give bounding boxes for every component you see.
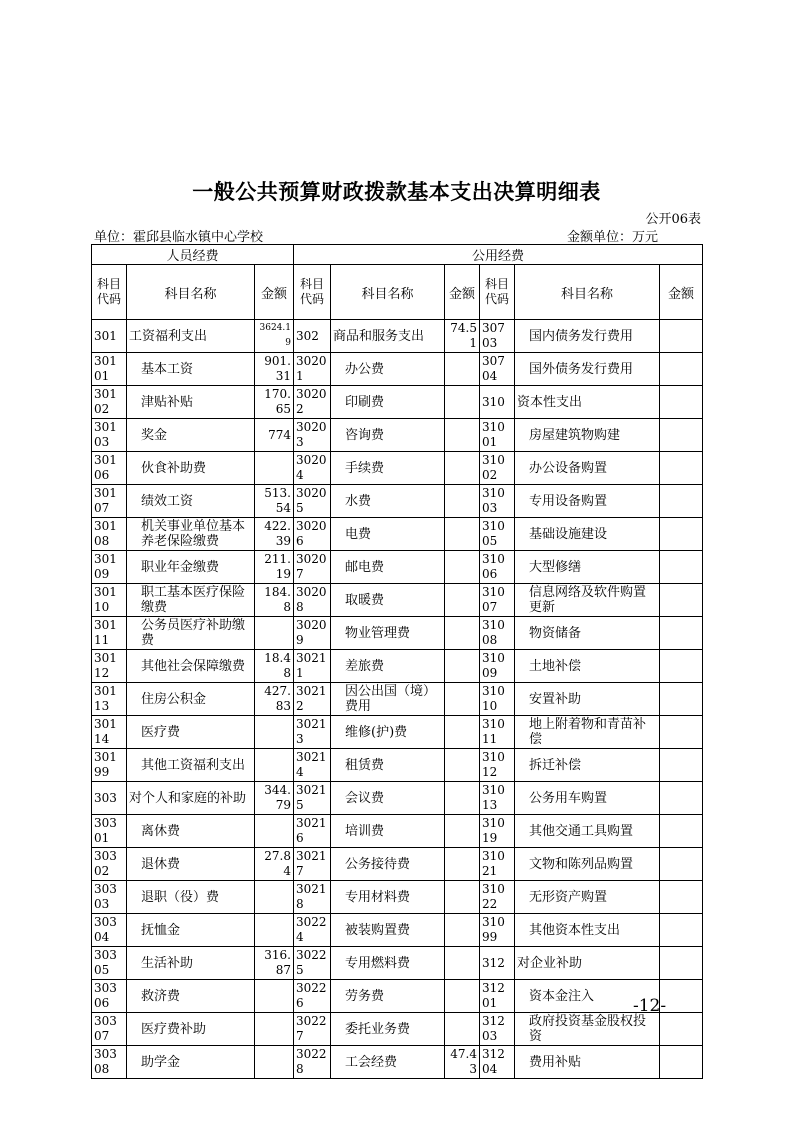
personnel-amount-cell: 427.83 bbox=[255, 683, 294, 716]
public-amount-cell bbox=[445, 749, 480, 782]
personnel-code-cell: 30102 bbox=[92, 386, 127, 419]
public-amount-cell bbox=[445, 914, 480, 947]
capital-code-cell: 31001 bbox=[480, 419, 515, 452]
capital-amount-cell bbox=[660, 1046, 703, 1079]
personnel-code-cell: 30108 bbox=[92, 518, 127, 551]
capital-name-cell: 对企业补助 bbox=[515, 947, 660, 980]
public-code-cell: 30227 bbox=[294, 1013, 331, 1046]
personnel-code-cell: 30301 bbox=[92, 815, 127, 848]
public-name-cell: 公务接待费 bbox=[331, 848, 445, 881]
capital-code-cell: 30703 bbox=[480, 320, 515, 353]
personnel-name-cell: 其他社会保障缴费 bbox=[127, 650, 255, 683]
public-code-cell: 30204 bbox=[294, 452, 331, 485]
personnel-code-cell: 30307 bbox=[92, 1013, 127, 1046]
personnel-code-cell: 30110 bbox=[92, 584, 127, 617]
personnel-name-cell: 医疗费补助 bbox=[127, 1013, 255, 1046]
public-code-cell: 30228 bbox=[294, 1046, 331, 1079]
table-row bbox=[92, 320, 703, 353]
personnel-name-cell: 机关事业单位基本养老保险缴费 bbox=[127, 518, 255, 551]
table-row bbox=[92, 947, 703, 980]
capital-amount-cell bbox=[660, 353, 703, 386]
personnel-name-cell: 医疗费 bbox=[127, 716, 255, 749]
column-header-amount: 金额 bbox=[660, 265, 703, 320]
public-amount-cell bbox=[445, 650, 480, 683]
capital-amount-cell bbox=[660, 881, 703, 914]
personnel-name-cell: 绩效工资 bbox=[127, 485, 255, 518]
public-code-cell: 30208 bbox=[294, 584, 331, 617]
public-amount-cell bbox=[445, 980, 480, 1013]
personnel-name-cell: 职业年金缴费 bbox=[127, 551, 255, 584]
personnel-name-cell: 救济费 bbox=[127, 980, 255, 1013]
capital-name-cell: 土地补偿 bbox=[515, 650, 660, 683]
table-row bbox=[92, 650, 703, 683]
public-name-cell: 委托业务费 bbox=[331, 1013, 445, 1046]
capital-code-cell: 31005 bbox=[480, 518, 515, 551]
personnel-code-cell: 301 bbox=[92, 320, 127, 353]
public-code-cell: 30226 bbox=[294, 980, 331, 1013]
personnel-name-cell: 助学金 bbox=[127, 1046, 255, 1079]
public-code-cell: 30214 bbox=[294, 749, 331, 782]
column-header-name: 科目名称 bbox=[331, 265, 445, 320]
personnel-name-cell: 抚恤金 bbox=[127, 914, 255, 947]
public-amount-cell bbox=[445, 617, 480, 650]
capital-amount-cell bbox=[660, 584, 703, 617]
public-amount-cell bbox=[445, 551, 480, 584]
capital-name-cell: 地上附着物和青苗补偿 bbox=[515, 716, 660, 749]
personnel-code-cell: 30103 bbox=[92, 419, 127, 452]
table-row bbox=[92, 980, 703, 1013]
personnel-name-cell: 职工基本医疗保险缴费 bbox=[127, 584, 255, 617]
table-row bbox=[92, 881, 703, 914]
capital-amount-cell bbox=[660, 1013, 703, 1046]
capital-amount-cell bbox=[660, 848, 703, 881]
personnel-code-cell: 30114 bbox=[92, 716, 127, 749]
personnel-name-cell: 伙食补助费 bbox=[127, 452, 255, 485]
capital-code-cell: 31003 bbox=[480, 485, 515, 518]
table-row bbox=[92, 386, 703, 419]
table-row bbox=[92, 584, 703, 617]
capital-code-cell: 31002 bbox=[480, 452, 515, 485]
table-row bbox=[92, 782, 703, 815]
capital-code-cell: 31007 bbox=[480, 584, 515, 617]
table-row bbox=[92, 551, 703, 584]
public-amount-cell bbox=[445, 716, 480, 749]
public-amount-cell bbox=[445, 584, 480, 617]
public-name-cell: 会议费 bbox=[331, 782, 445, 815]
capital-amount-cell bbox=[660, 617, 703, 650]
personnel-amount-cell: 344.79 bbox=[255, 782, 294, 815]
personnel-code-cell: 30101 bbox=[92, 353, 127, 386]
column-header-amount: 金额 bbox=[255, 265, 294, 320]
public-name-cell: 专用燃料费 bbox=[331, 947, 445, 980]
personnel-amount-cell: 211.19 bbox=[255, 551, 294, 584]
column-header-code: 科目代码 bbox=[480, 265, 515, 320]
capital-name-cell: 政府投资基金股权投资 bbox=[515, 1013, 660, 1046]
personnel-name-cell: 退休费 bbox=[127, 848, 255, 881]
capital-amount-cell bbox=[660, 485, 703, 518]
public-amount-cell bbox=[445, 419, 480, 452]
public-code-cell: 30211 bbox=[294, 650, 331, 683]
personnel-amount-cell: 422.39 bbox=[255, 518, 294, 551]
page-title: 一般公共预算财政拨款基本支出决算明细表 bbox=[192, 180, 601, 204]
table-row bbox=[92, 848, 703, 881]
personnel-amount-cell bbox=[255, 749, 294, 782]
public-code-cell: 302 bbox=[294, 320, 331, 353]
public-amount-cell bbox=[445, 518, 480, 551]
public-name-cell: 工会经费 bbox=[331, 1046, 445, 1079]
public-amount-cell bbox=[445, 485, 480, 518]
capital-amount-cell bbox=[660, 815, 703, 848]
personnel-name-cell: 基本工资 bbox=[127, 353, 255, 386]
column-header-amount: 金额 bbox=[445, 265, 480, 320]
personnel-code-cell: 30112 bbox=[92, 650, 127, 683]
capital-amount-cell bbox=[660, 551, 703, 584]
capital-code-cell: 31008 bbox=[480, 617, 515, 650]
public-name-cell: 邮电费 bbox=[331, 551, 445, 584]
table-row bbox=[92, 1013, 703, 1046]
page-bottom-edge bbox=[0, 1106, 793, 1122]
public-code-cell: 30218 bbox=[294, 881, 331, 914]
capital-amount-cell bbox=[660, 518, 703, 551]
personnel-amount-cell: 184.8 bbox=[255, 584, 294, 617]
public-name-cell: 印刷费 bbox=[331, 386, 445, 419]
personnel-amount-cell: 3624.19 bbox=[255, 320, 294, 353]
personnel-amount-cell: 316.87 bbox=[255, 947, 294, 980]
public-code-cell: 30201 bbox=[294, 353, 331, 386]
capital-name-cell: 信息网络及软件购置更新 bbox=[515, 584, 660, 617]
capital-name-cell: 物资储备 bbox=[515, 617, 660, 650]
capital-amount-cell bbox=[660, 683, 703, 716]
table-row bbox=[92, 914, 703, 947]
public-name-cell: 取暖费 bbox=[331, 584, 445, 617]
public-name-cell: 维修(护)费 bbox=[331, 716, 445, 749]
table-row bbox=[92, 683, 703, 716]
public-code-cell: 30206 bbox=[294, 518, 331, 551]
capital-name-cell: 大型修缮 bbox=[515, 551, 660, 584]
public-amount-cell bbox=[445, 848, 480, 881]
personnel-code-cell: 30308 bbox=[92, 1046, 127, 1079]
public-name-cell: 电费 bbox=[331, 518, 445, 551]
public-name-cell: 差旅费 bbox=[331, 650, 445, 683]
public-name-cell: 物业管理费 bbox=[331, 617, 445, 650]
capital-name-cell: 拆迁补偿 bbox=[515, 749, 660, 782]
table-row bbox=[92, 485, 703, 518]
personnel-amount-cell: 27.84 bbox=[255, 848, 294, 881]
public-name-cell: 水费 bbox=[331, 485, 445, 518]
capital-code-cell: 31006 bbox=[480, 551, 515, 584]
group-header-personnel: 人员经费 bbox=[92, 245, 294, 265]
capital-name-cell: 公务用车购置 bbox=[515, 782, 660, 815]
capital-code-cell: 31011 bbox=[480, 716, 515, 749]
capital-name-cell: 办公设备购置 bbox=[515, 452, 660, 485]
public-name-cell: 专用材料费 bbox=[331, 881, 445, 914]
public-code-cell: 30216 bbox=[294, 815, 331, 848]
public-name-cell: 办公费 bbox=[331, 353, 445, 386]
capital-amount-cell bbox=[660, 386, 703, 419]
column-header-code: 科目代码 bbox=[92, 265, 127, 320]
personnel-amount-cell: 18.48 bbox=[255, 650, 294, 683]
capital-amount-cell bbox=[660, 650, 703, 683]
capital-code-cell: 30704 bbox=[480, 353, 515, 386]
table-row bbox=[92, 749, 703, 782]
capital-code-cell: 31099 bbox=[480, 914, 515, 947]
expenditure-table bbox=[91, 244, 703, 1079]
public-amount-cell bbox=[445, 881, 480, 914]
public-name-cell: 培训费 bbox=[331, 815, 445, 848]
capital-name-cell: 国内债务发行费用 bbox=[515, 320, 660, 353]
personnel-code-cell: 30304 bbox=[92, 914, 127, 947]
personnel-name-cell: 工资福利支出 bbox=[127, 320, 255, 353]
personnel-code-cell: 30303 bbox=[92, 881, 127, 914]
table-row bbox=[92, 518, 703, 551]
personnel-amount-cell bbox=[255, 716, 294, 749]
capital-code-cell: 31010 bbox=[480, 683, 515, 716]
capital-name-cell: 国外债务发行费用 bbox=[515, 353, 660, 386]
personnel-code-cell: 30107 bbox=[92, 485, 127, 518]
personnel-code-cell: 30111 bbox=[92, 617, 127, 650]
table-row bbox=[92, 1046, 703, 1079]
public-amount-cell bbox=[445, 1013, 480, 1046]
capital-amount-cell bbox=[660, 716, 703, 749]
personnel-code-cell: 30199 bbox=[92, 749, 127, 782]
capital-name-cell: 无形资产购置 bbox=[515, 881, 660, 914]
table-row bbox=[92, 419, 703, 452]
capital-amount-cell bbox=[660, 914, 703, 947]
capital-name-cell: 基础设施建设 bbox=[515, 518, 660, 551]
capital-amount-cell bbox=[660, 452, 703, 485]
capital-code-cell: 312 bbox=[480, 947, 515, 980]
table-row bbox=[92, 353, 703, 386]
personnel-name-cell: 住房公积金 bbox=[127, 683, 255, 716]
personnel-name-cell: 退职（役）费 bbox=[127, 881, 255, 914]
capital-code-cell: 31203 bbox=[480, 1013, 515, 1046]
capital-name-cell: 文物和陈列品购置 bbox=[515, 848, 660, 881]
public-code-cell: 30212 bbox=[294, 683, 331, 716]
public-code-cell: 30217 bbox=[294, 848, 331, 881]
table-row bbox=[92, 617, 703, 650]
personnel-amount-cell bbox=[255, 1013, 294, 1046]
table-row bbox=[92, 452, 703, 485]
capital-code-cell: 31019 bbox=[480, 815, 515, 848]
capital-amount-cell bbox=[660, 947, 703, 980]
capital-name-cell: 资本金注入 bbox=[515, 980, 660, 1013]
personnel-amount-cell: 170.65 bbox=[255, 386, 294, 419]
capital-code-cell: 31013 bbox=[480, 782, 515, 815]
public-amount-cell bbox=[445, 452, 480, 485]
public-code-cell: 30209 bbox=[294, 617, 331, 650]
public-name-cell: 商品和服务支出 bbox=[331, 320, 445, 353]
public-code-cell: 30202 bbox=[294, 386, 331, 419]
group-header-public: 公用经费 bbox=[294, 245, 703, 265]
public-name-cell: 被装购置费 bbox=[331, 914, 445, 947]
capital-code-cell: 310 bbox=[480, 386, 515, 419]
capital-name-cell: 安置补助 bbox=[515, 683, 660, 716]
public-name-cell: 咨询费 bbox=[331, 419, 445, 452]
public-amount-cell bbox=[445, 353, 480, 386]
public-name-cell: 租赁费 bbox=[331, 749, 445, 782]
personnel-code-cell: 30106 bbox=[92, 452, 127, 485]
public-code-cell: 30213 bbox=[294, 716, 331, 749]
public-name-cell: 因公出国（境）费用 bbox=[331, 683, 445, 716]
personnel-name-cell: 其他工资福利支出 bbox=[127, 749, 255, 782]
personnel-code-cell: 303 bbox=[92, 782, 127, 815]
public-amount-cell bbox=[445, 947, 480, 980]
capital-code-cell: 31201 bbox=[480, 980, 515, 1013]
public-code-cell: 30203 bbox=[294, 419, 331, 452]
public-amount-cell bbox=[445, 683, 480, 716]
personnel-amount-cell: 513.54 bbox=[255, 485, 294, 518]
public-name-cell: 手续费 bbox=[331, 452, 445, 485]
personnel-amount-cell bbox=[255, 452, 294, 485]
personnel-amount-cell bbox=[255, 1046, 294, 1079]
personnel-amount-cell: 901.31 bbox=[255, 353, 294, 386]
public-amount-cell bbox=[445, 782, 480, 815]
capital-name-cell: 其他资本性支出 bbox=[515, 914, 660, 947]
personnel-code-cell: 30113 bbox=[92, 683, 127, 716]
personnel-code-cell: 30302 bbox=[92, 848, 127, 881]
public-code-cell: 30224 bbox=[294, 914, 331, 947]
unit-label: 单位：霍邱县临水镇中心学校 bbox=[94, 230, 264, 245]
public-amount-cell: 47.43 bbox=[445, 1046, 480, 1079]
personnel-name-cell: 奖金 bbox=[127, 419, 255, 452]
public-amount-cell bbox=[445, 815, 480, 848]
public-code-cell: 30205 bbox=[294, 485, 331, 518]
capital-name-cell: 其他交通工具购置 bbox=[515, 815, 660, 848]
personnel-code-cell: 30109 bbox=[92, 551, 127, 584]
personnel-name-cell: 离休费 bbox=[127, 815, 255, 848]
personnel-amount-cell bbox=[255, 617, 294, 650]
personnel-amount-cell bbox=[255, 815, 294, 848]
form-number: 公开06表 bbox=[645, 212, 701, 227]
column-header-name: 科目名称 bbox=[127, 265, 255, 320]
personnel-amount-cell bbox=[255, 881, 294, 914]
personnel-name-cell: 津贴补贴 bbox=[127, 386, 255, 419]
capital-name-cell: 资本性支出 bbox=[515, 386, 660, 419]
capital-amount-cell bbox=[660, 782, 703, 815]
personnel-name-cell: 公务员医疗补助缴费 bbox=[127, 617, 255, 650]
capital-code-cell: 31021 bbox=[480, 848, 515, 881]
column-header-code: 科目代码 bbox=[294, 265, 331, 320]
capital-name-cell: 专用设备购置 bbox=[515, 485, 660, 518]
table-row bbox=[92, 815, 703, 848]
public-code-cell: 30225 bbox=[294, 947, 331, 980]
capital-code-cell: 31204 bbox=[480, 1046, 515, 1079]
public-code-cell: 30215 bbox=[294, 782, 331, 815]
public-code-cell: 30207 bbox=[294, 551, 331, 584]
page-number: -12- bbox=[633, 996, 667, 1016]
capital-code-cell: 31022 bbox=[480, 881, 515, 914]
capital-code-cell: 31012 bbox=[480, 749, 515, 782]
capital-amount-cell bbox=[660, 320, 703, 353]
public-amount-cell bbox=[445, 386, 480, 419]
money-unit-label: 金额单位：万元 bbox=[567, 230, 659, 245]
public-amount-cell: 74.51 bbox=[445, 320, 480, 353]
capital-amount-cell bbox=[660, 749, 703, 782]
personnel-code-cell: 30305 bbox=[92, 947, 127, 980]
personnel-amount-cell bbox=[255, 980, 294, 1013]
column-header-name: 科目名称 bbox=[515, 265, 660, 320]
personnel-amount-cell: 774 bbox=[255, 419, 294, 452]
personnel-name-cell: 生活补助 bbox=[127, 947, 255, 980]
personnel-amount-cell bbox=[255, 914, 294, 947]
table-row bbox=[92, 716, 703, 749]
public-name-cell: 劳务费 bbox=[331, 980, 445, 1013]
capital-amount-cell bbox=[660, 419, 703, 452]
personnel-code-cell: 30306 bbox=[92, 980, 127, 1013]
capital-name-cell: 房屋建筑物购建 bbox=[515, 419, 660, 452]
capital-code-cell: 31009 bbox=[480, 650, 515, 683]
capital-name-cell: 费用补贴 bbox=[515, 1046, 660, 1079]
personnel-name-cell: 对个人和家庭的补助 bbox=[127, 782, 255, 815]
